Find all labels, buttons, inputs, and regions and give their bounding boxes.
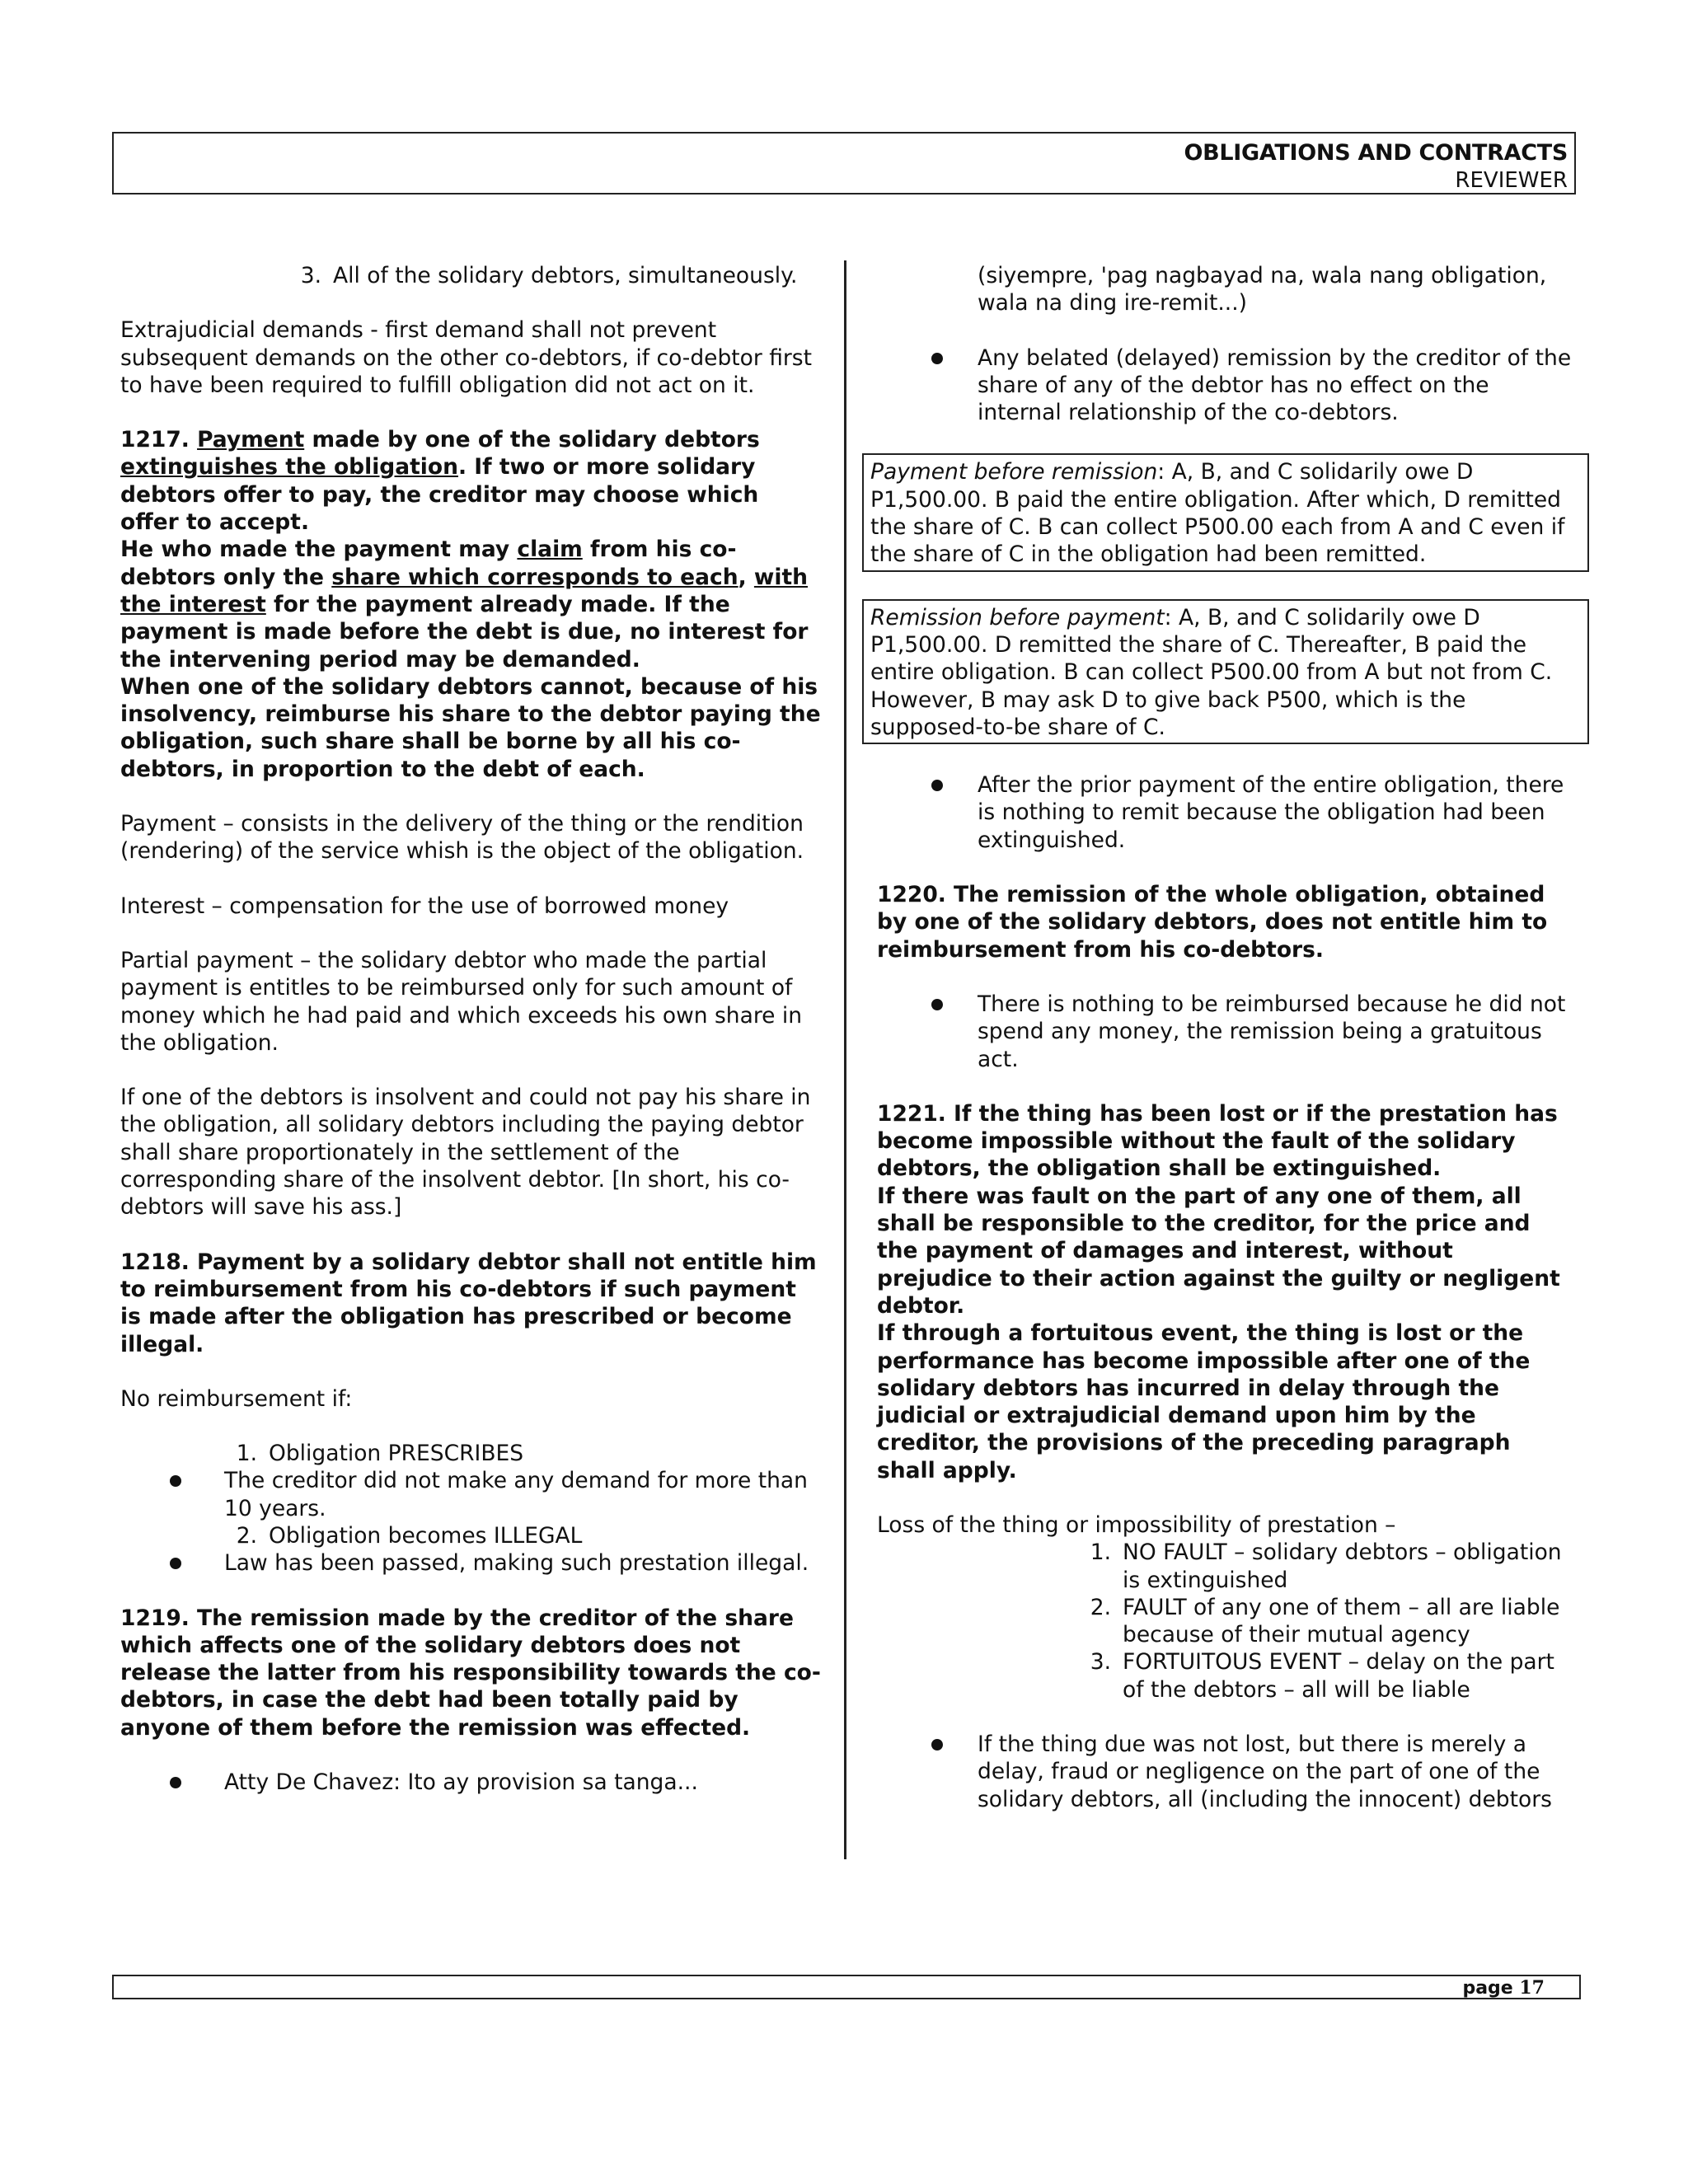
page-number: page 17 <box>1462 1977 1545 1999</box>
extrajudicial-paragraph: Extrajudicial demands - first demand shall not prevent subsequent demands on the other co-debtors, if co-debtor first to have been required to fulfill obligation did not act on it. <box>120 317 812 398</box>
bullet-item: Atty De Chavez: Ito ay provision sa tanga... <box>170 1769 823 1796</box>
article-1220: 1220. The remission of the whole obligation, obtained by one of the solidary debtors, does not entitle him to reimbursement from his co-debtors. <box>877 882 1548 963</box>
loss-paragraph: Loss of the thing or impossibility of prestation – 1. NO FAULT – solidary debtors – obligation is extinguished 2. FAULT of any one of them – all are liable because of their mutual agency 3. FORTUITOUS EVENT – delay on the part of the debtors – all will be liable <box>877 1511 1573 1704</box>
example-box-remission-before-payment: Remission before payment: A, B, and C solidarily owe D P1,500.00. D remitted the share of C. Thereafter, B paid the entire obligation. B can collect P500.00 from A but not from C. However, B may ask D to give back P500, which is the supposed-to-be share of C. <box>862 599 1589 744</box>
insolvent-paragraph: If one of the debtors is insolvent and could not pay his share in the obligation, all solidary debtors including the paying debtor shall share proportionately in the settlement of the corresponding share of the insolvent debtor. [In short, his co-debtors will save his ass.] <box>120 1085 811 1221</box>
page-header <box>112 132 1576 194</box>
list-item: 2. FAULT of any one of them – all are liable because of their mutual agency <box>1090 1594 1560 1648</box>
siyempre-note: (siyempre, 'pag nagbayad na, wala nang obligation, wala na ding ire-remit...) <box>978 263 1547 316</box>
bullet-icon <box>170 1475 181 1487</box>
list-item: 3. FORTUITOUS EVENT – delay on the part of the debtors – all will be liable <box>1090 1649 1554 1703</box>
list-item: 2. Obligation becomes ILLEGAL <box>236 1522 583 1549</box>
bullet-icon <box>170 1558 181 1569</box>
no-reimbursement-list <box>170 1440 823 1577</box>
bullet-icon <box>931 999 943 1010</box>
example-box-payment-before-remission: Payment before remission: A, B, and C solidarily owe D P1,500.00. B paid the entire obligation. After which, D remitted the share of C. B can collect P500.00 each from A and C even if the share of C in the obligation had been remitted. <box>862 453 1589 571</box>
bullet-item: After the prior payment of the entire obligation, there is nothing to remit because the obligation had been extinguished. <box>931 771 1573 854</box>
article-1219: 1219. The remission made by the creditor of the share which affects one of the solidary debtors does not release the latter from his responsibility towards the co-debtors, in case the debt had been totally paid by anyone of them before the remission was effected. <box>120 1605 821 1741</box>
interest-definition: Interest – compensation for the use of borrowed money <box>120 893 729 919</box>
payment-definition: Payment – consists in the delivery of the thing or the rendition (rendering) of the service whish is the object of the obligation. <box>120 811 804 865</box>
bullet-item: Any belated (delayed) remission by the creditor of the share of any of the debtor has no effect on the internal relationship of the co-debtors. <box>931 344 1573 427</box>
article-1217: 1217. Payment made by one of the solidary debtors extinguishes the obligation. If two or more solidary debtors offer to pay, the creditor may choose which offer to accept. He who made the payment may claim from his co-debtors only the share which corresponds to each, with the interest for the payment already made. If the payment is made before the debt is due, no interest for the intervening period may be demanded. When one of the solidary debtors cannot, because of his insolvency, reimburse his share to the debtor paying the obligation, such share shall be borne by all his co-debtors, in proportion to the debt of each. <box>120 427 821 782</box>
bullet-icon <box>931 353 943 364</box>
bullet-item: Law has been passed, making such prestation illegal. <box>170 1549 823 1577</box>
left-column <box>120 262 823 1796</box>
bullet-icon <box>931 1739 943 1750</box>
header-subtitle: REVIEWER <box>1455 168 1568 193</box>
list-item: 1. Obligation PRESCRIBES <box>236 1441 524 1467</box>
partial-payment-paragraph: Partial payment – the solidary debtor who made the partial payment is entitles to be reimbursed only for such amount of money which he had paid and which exceeds his own share in the obligation. <box>120 947 803 1056</box>
header-title: OBLIGATIONS AND CONTRACTS <box>1184 140 1568 166</box>
no-reimbursement-heading: No reimbursement if: <box>120 1385 353 1412</box>
page-footer <box>112 1975 1581 1999</box>
bullet-item: The creditor did not make any demand for more than 10 years. <box>170 1467 823 1522</box>
article-1221: 1221. If the thing has been lost or if the prestation has become impossible without the fault of the solidary debtors, the obligation shall be extinguished. If there was fault on the part of any one of them, all shall be responsible to the creditor, for the price and the payment of damages and interest, without prejudice to their action against the guilty or negligent debtor. If through a fortuitous event, the thing is lost or the performance has become impossible after one of the solidary debtors has incurred in delay through the judicial or extrajudicial demand upon him by the creditor, the provisions of the preceding paragraph shall apply. <box>877 1100 1560 1483</box>
bullet-icon <box>170 1777 181 1788</box>
right-column <box>870 262 1573 1813</box>
list-item: 1. NO FAULT – solidary debtors – obligation is extinguished <box>1090 1540 1562 1593</box>
column-divider <box>844 260 846 1859</box>
bullet-item: There is nothing to be reimbursed because he did not spend any money, the remission being a gratuitous act. <box>931 991 1573 1073</box>
bullet-icon <box>931 780 943 791</box>
list-item: 3. All of the solidary debtors, simultaneously. <box>300 263 798 288</box>
article-1218: 1218. Payment by a solidary debtor shall not entitle him to reimbursement from his co-debtors if such payment is made after the obligation has prescribed or become illegal. <box>120 1249 817 1357</box>
bullet-item: If the thing due was not lost, but there is merely a delay, fraud or negligence on the part of one of the solidary debtors, all (including the innocent) debtors <box>931 1731 1573 1813</box>
